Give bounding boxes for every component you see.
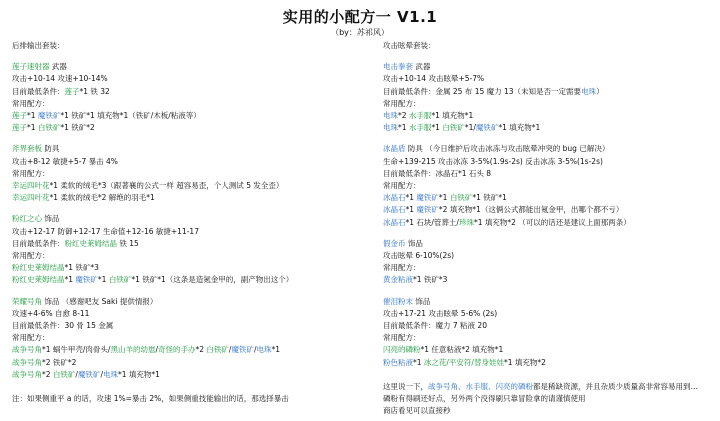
recipe-line xyxy=(383,357,713,369)
right-header: 攻击眩晕套装： xyxy=(383,41,436,50)
highlighted-items: 战争号角、水手服、闪亮的磷粉 xyxy=(428,382,533,391)
recipe-text: / xyxy=(100,369,103,379)
recipe-text: *1 填充物*1 xyxy=(498,123,541,133)
common-label: 常用配方： xyxy=(383,333,421,343)
material: 魔铁矿 xyxy=(37,111,61,121)
recipe-text: *1 蜗牛甲壳/肉骨头/ xyxy=(42,345,111,355)
section-title xyxy=(383,238,713,250)
recipe-text: *1 填充物*1 xyxy=(117,369,160,379)
section-title xyxy=(12,213,352,225)
material: 黑山羊的幼崽 xyxy=(110,345,156,355)
recipe-text: *1 任意粘液*2 填充物*1 xyxy=(420,345,504,355)
item-type: 饰品 xyxy=(407,238,423,248)
recipe-line xyxy=(12,110,352,122)
recipe-text: *2 xyxy=(195,345,207,355)
item-stats: 攻击眩晕 6-10%(2s) xyxy=(383,251,455,261)
material: 黄金粘液 xyxy=(383,275,413,285)
material: 魔铁矿 xyxy=(416,205,439,215)
recipe-line xyxy=(383,274,713,286)
recipe-text: *2 xyxy=(398,111,409,121)
recipe-line xyxy=(12,274,352,286)
recipe-line xyxy=(383,344,713,356)
min-label: 目前最低条件：金属 25 布 15 魔力 13（未知是否一定需要 xyxy=(383,86,582,96)
recipe-text: *1 柔软的绒毛*2 解绝的羽毛*1 xyxy=(49,193,155,203)
footnote-line: 磷粉有得刷还好点，另外两个没得刷只靠冒险拿的请谨慎使用 xyxy=(383,394,586,404)
material: 电珠 xyxy=(581,86,597,96)
min-condition: 目前最低条件：魔力 7 粘液 20 xyxy=(383,321,487,331)
recipe-text: *1 xyxy=(405,205,417,215)
recipe-text: *1/ xyxy=(464,123,476,133)
material: 战争号角 xyxy=(12,345,42,355)
material: 白铁矿 xyxy=(52,369,76,379)
material: 白铁矿 xyxy=(37,123,61,133)
recipe-text: *1 填充物*1 xyxy=(431,111,474,121)
item-stats: 攻速+4-6% 自愈 8-11 xyxy=(12,308,90,318)
recipe-line xyxy=(12,344,352,356)
left-column xyxy=(12,40,352,381)
common-label: 常用配方： xyxy=(12,168,50,178)
min-suffix: ） xyxy=(596,86,604,96)
item-type: 武器 xyxy=(51,62,67,72)
recipe-text: *1 xyxy=(431,123,443,133)
footnote-text: 都是稀缺资源，并且杂质少质量高非常容易用到… xyxy=(533,382,698,391)
item-name: 荣耀号角 xyxy=(12,296,42,306)
item-name: 冰晶盾 xyxy=(383,144,406,154)
material: 电珠 xyxy=(102,369,118,379)
item-name: 假金币 xyxy=(383,238,406,248)
recipe-line xyxy=(383,110,713,122)
material: 粉色粘液 xyxy=(383,357,413,367)
item-stats: 攻击+10-14 攻击眩晕+5-7% xyxy=(383,74,485,84)
section-title xyxy=(12,296,352,308)
item-name: 斧界套板 xyxy=(12,144,42,154)
recipe-text: *1 xyxy=(271,345,280,355)
recipe-text: / xyxy=(253,345,257,355)
recipe-text: *1 填充物*2 xyxy=(503,357,546,367)
material: 电珠 xyxy=(383,111,398,121)
footnote-line xyxy=(383,381,698,393)
recipe-text: / xyxy=(228,345,232,355)
material: 魔铁矿 xyxy=(475,123,499,133)
item-stats: 生命+139-215 攻击冰冻 3-5%(1.9s-2s) 反击冰冻 3-5%(1s-2s) xyxy=(383,156,603,166)
common-label: 常用配方： xyxy=(12,333,50,343)
common-label: 常用配方： xyxy=(12,98,50,108)
recipe-line xyxy=(12,180,352,192)
material: 白铁矿 xyxy=(206,345,229,355)
left-header: 后排输出套装： xyxy=(12,41,65,50)
recipe-text: *1 xyxy=(97,275,109,285)
material: 粉红史莱姆结晶 xyxy=(12,275,65,285)
recipe-text: *1 铁矿*3 xyxy=(64,263,99,273)
common-label: 常用配方： xyxy=(12,251,50,261)
recipe-text: *1 xyxy=(413,357,424,367)
material: 珍珠 xyxy=(458,217,474,227)
recipe-text: *1 铁矿*2 xyxy=(60,123,95,133)
material: 粉红史莱姆结晶 xyxy=(12,263,65,273)
item-stats: 攻击+12-17 防御+12-17 生命值+12-16 敏捷+11-17 xyxy=(12,226,199,236)
material: 电珠 xyxy=(383,123,398,133)
item-stats: 攻击+17-21 攻击眩晕 5-6% (2s) xyxy=(383,308,498,318)
material: 电珠 xyxy=(256,345,272,355)
min-condition xyxy=(12,238,352,250)
left-footnote: 注：如果侧重平 a 的话，攻速 1%=暴击 2%，如果侧重技能输出的话，那选择暴击 xyxy=(12,394,289,403)
item-type: 饰品 （感谢吧友 Saki 提供情报） xyxy=(44,296,158,306)
material: 幸运四叶花 xyxy=(12,193,50,203)
min-condition: 目前最低条件：30 骨 15 金属 xyxy=(12,321,114,331)
recipe-line xyxy=(12,122,352,134)
material: 白铁矿 xyxy=(108,275,132,285)
min-condition: 目前最低条件：冰晶石*1 石头 8 xyxy=(383,168,492,178)
recipe-text: *1 石块/管葬土/ xyxy=(405,217,459,227)
material: 白铁矿 xyxy=(442,123,465,133)
material: 魔铁矿 xyxy=(75,275,98,285)
recipe-line xyxy=(12,262,352,274)
material: 冰晶石 xyxy=(383,205,406,215)
recipe-text: *1 填充物*2 （可以的话还是建议上面那两条） xyxy=(473,217,631,227)
min-condition xyxy=(12,86,352,98)
recipe-text: *1 xyxy=(64,275,76,285)
material: 水手服 xyxy=(408,111,432,121)
author-byline: （by：苏祁风） xyxy=(331,28,389,37)
common-label: 常用配方： xyxy=(383,263,421,273)
min-label: 目前最低条件： xyxy=(12,86,65,96)
recipe-text: *1 铁矿*3 xyxy=(413,275,448,285)
material: 水手服 xyxy=(408,123,432,133)
material: 莲子 xyxy=(12,111,27,121)
recipe-line xyxy=(383,204,713,216)
footnote-text: 这里说一下， xyxy=(383,382,428,391)
recipe-text: *1 柔软的绒毛*3（跟著襄的公式一样 超容易歪，个人测试 5 发全歪） xyxy=(49,181,284,191)
item-name: 粉红之心 xyxy=(12,214,42,224)
recipe-line xyxy=(12,192,352,204)
material: 魔铁矿 xyxy=(77,369,101,379)
item-type: 饰品 xyxy=(415,296,431,306)
recipe-text: *1 xyxy=(398,123,409,133)
material: 闪亮的磷粉 xyxy=(383,345,421,355)
recipe-line xyxy=(12,369,352,381)
common-label: 常用配方： xyxy=(383,98,421,108)
item-type: 武器 xyxy=(415,62,431,72)
material: 幸运四叶花 xyxy=(12,181,50,191)
material: 粉红史莱姆结晶 xyxy=(64,238,117,248)
material: 魔铁矿 xyxy=(231,345,254,355)
material: 冰晶石 xyxy=(383,217,406,227)
recipe-line xyxy=(383,122,713,134)
item-name: 莲子速射器 xyxy=(12,62,50,72)
section-title xyxy=(12,61,352,73)
recipe-line xyxy=(12,357,352,369)
material: 奇怪的手办 xyxy=(158,345,196,355)
recipe-text: *2 填充物*1（这俩公式都能出氪金甲，出哪个都不亏） xyxy=(438,205,624,215)
recipe-text: / xyxy=(75,369,78,379)
recipe-text: *2 xyxy=(42,369,53,379)
material: 莲子 xyxy=(64,86,80,96)
recipe-text: *1 铁矿*1 xyxy=(472,193,507,203)
recipe-text: *1 xyxy=(27,111,38,121)
recipe-text: *2 铁矿*2 xyxy=(42,357,77,367)
material: 冰之花/平安符/替身娃娃 xyxy=(423,357,504,367)
recipe-text: *1 xyxy=(405,193,417,203)
right-column xyxy=(383,40,713,369)
section-title xyxy=(383,143,713,155)
recipe-text: *1 铁矿*1 填充物*1（铁矿/木板/粘液等） xyxy=(60,111,201,121)
recipe-text: / xyxy=(155,345,158,355)
recipe-text: *1 铁矿*1（这条是造氪金甲的，副产物出这个） xyxy=(131,275,294,285)
material: 冰晶石 xyxy=(383,193,406,203)
min-suffix: 铁 15 xyxy=(117,238,139,248)
section-title xyxy=(383,61,713,73)
right-footnote xyxy=(383,381,698,418)
min-condition xyxy=(383,86,713,98)
material: 白铁矿 xyxy=(449,193,473,203)
material: 魔铁矿 xyxy=(416,193,439,203)
item-stats: 攻击+8-12 敏捷+5-7 暴击 4% xyxy=(12,156,118,166)
material: 战争号角 xyxy=(12,369,42,379)
section-title xyxy=(383,296,713,308)
common-label: 常用配方： xyxy=(383,181,421,191)
section-title xyxy=(12,143,352,155)
footnote-line: 商店看见可以直接秒 xyxy=(383,406,451,416)
min-label: 目前最低条件： xyxy=(12,238,65,248)
recipe-line xyxy=(383,217,713,229)
material: 莲子 xyxy=(12,123,27,133)
item-type: 防具 xyxy=(44,144,60,154)
item-stats: 攻击+10-14 攻速+10-14% xyxy=(12,74,108,84)
material: 战争号角 xyxy=(12,357,42,367)
item-type: 饰品 xyxy=(44,214,60,224)
item-name: 电击拳套 xyxy=(383,62,413,72)
item-name: 催泪粉末 xyxy=(383,296,413,306)
recipe-line xyxy=(383,192,713,204)
page-title: 实用的小配方一 V1.1 xyxy=(282,8,438,26)
min-suffix: *1 铁 32 xyxy=(79,86,110,96)
item-type: 防具 （今日维护后攻击冰冻与攻击眩晕冲突的 bug 已解决） xyxy=(407,144,610,154)
recipe-text: *1 xyxy=(438,193,450,203)
recipe-text: *1 xyxy=(27,123,38,133)
